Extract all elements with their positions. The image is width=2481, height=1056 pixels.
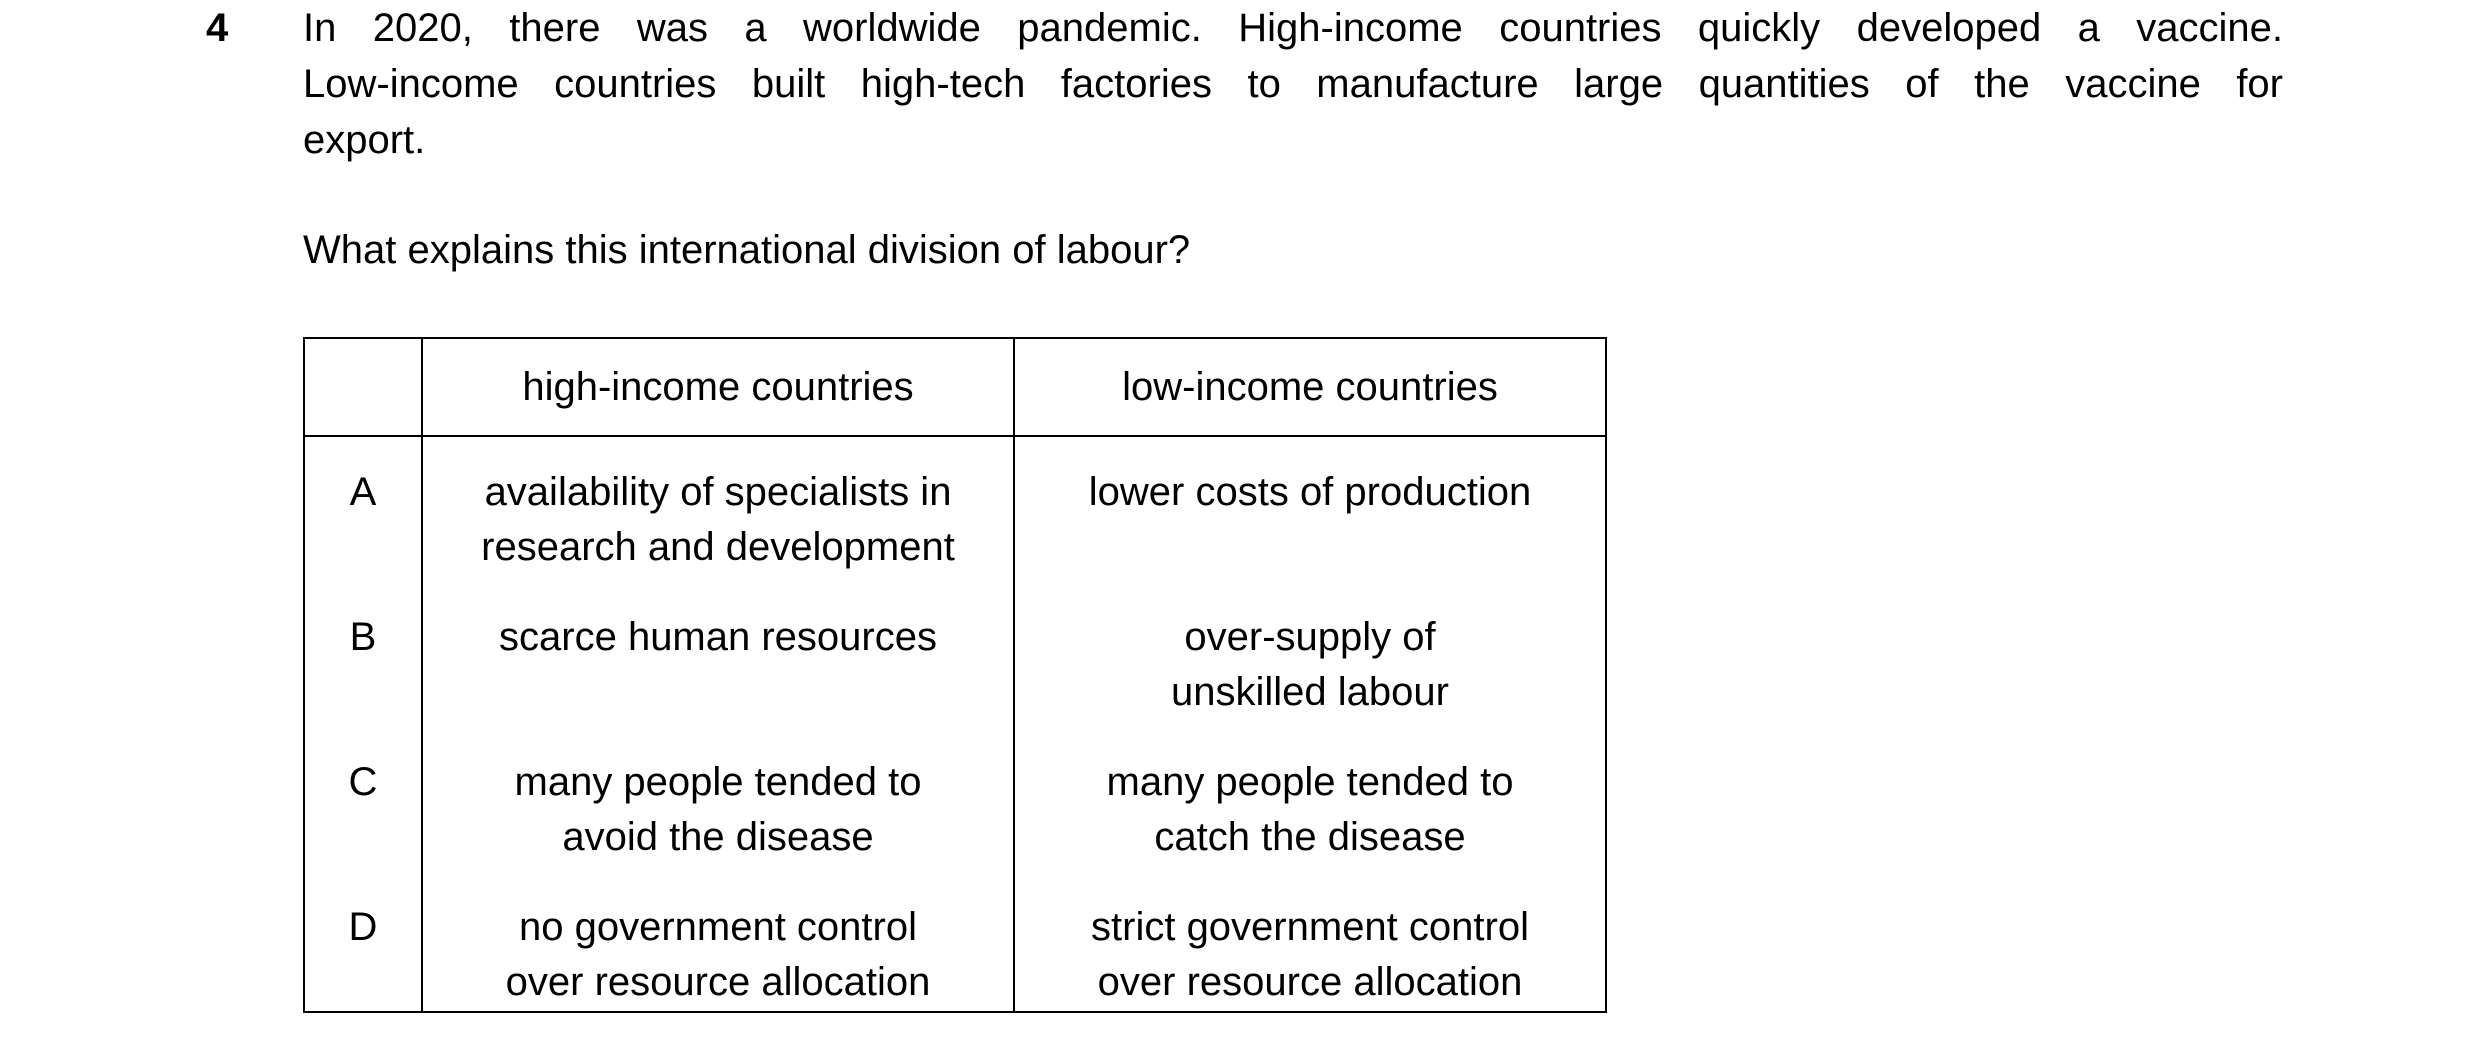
cell-line: many people tended to bbox=[514, 760, 922, 804]
cell-line: many people tended to bbox=[1106, 760, 1514, 804]
cell-line: avoid the disease bbox=[562, 815, 874, 859]
stem-line: Low-income countries built high-tech factories to manufacture large quantities of the vaccine for bbox=[303, 62, 2283, 106]
cell-line: over resource allocation bbox=[1097, 960, 1523, 1004]
answer-options-table bbox=[303, 337, 1607, 1013]
option-row-b bbox=[304, 583, 1606, 728]
cell-line: strict government control bbox=[1091, 905, 1529, 949]
cell-line: over resource allocation bbox=[505, 960, 931, 1004]
header-low-income: low-income countries bbox=[1014, 338, 1606, 436]
option-letter: A bbox=[304, 436, 422, 583]
option-low-income-cell bbox=[1014, 583, 1606, 728]
cell-line: unskilled labour bbox=[1171, 670, 1449, 714]
option-high-income-cell bbox=[422, 583, 1014, 728]
cell-line: over-supply of bbox=[1184, 615, 1436, 659]
cell-line: no government control bbox=[518, 905, 917, 949]
option-row-c bbox=[304, 728, 1606, 873]
cell-line: lower costs of production bbox=[1088, 470, 1532, 514]
option-row-d bbox=[304, 873, 1606, 1012]
option-high-income-cell bbox=[422, 873, 1014, 1012]
stem-line: In 2020, there was a worldwide pandemic. High-income countries quickly developed a vaccine. bbox=[303, 6, 2283, 50]
stem-line: export. bbox=[303, 118, 426, 162]
cell-line: catch the disease bbox=[1154, 815, 1466, 859]
question-stem bbox=[303, 0, 2283, 168]
header-high-income: high-income countries bbox=[422, 338, 1014, 436]
option-letter: C bbox=[304, 728, 422, 873]
option-high-income-cell bbox=[422, 436, 1014, 583]
option-high-income-cell bbox=[422, 728, 1014, 873]
option-letter: D bbox=[304, 873, 422, 1012]
option-low-income-cell bbox=[1014, 873, 1606, 1012]
option-row-a bbox=[304, 436, 1606, 583]
header-letter-column bbox=[304, 338, 422, 436]
option-letter: B bbox=[304, 583, 422, 728]
cell-line: scarce human resources bbox=[499, 615, 937, 659]
table-header-row bbox=[304, 338, 1606, 436]
question-prompt: What explains this international division of labour? bbox=[303, 228, 1191, 272]
option-low-income-cell bbox=[1014, 728, 1606, 873]
cell-line: availability of specialists in bbox=[484, 470, 952, 514]
cell-line: research and development bbox=[481, 525, 955, 569]
question-number: 4 bbox=[206, 6, 229, 50]
option-low-income-cell bbox=[1014, 436, 1606, 583]
